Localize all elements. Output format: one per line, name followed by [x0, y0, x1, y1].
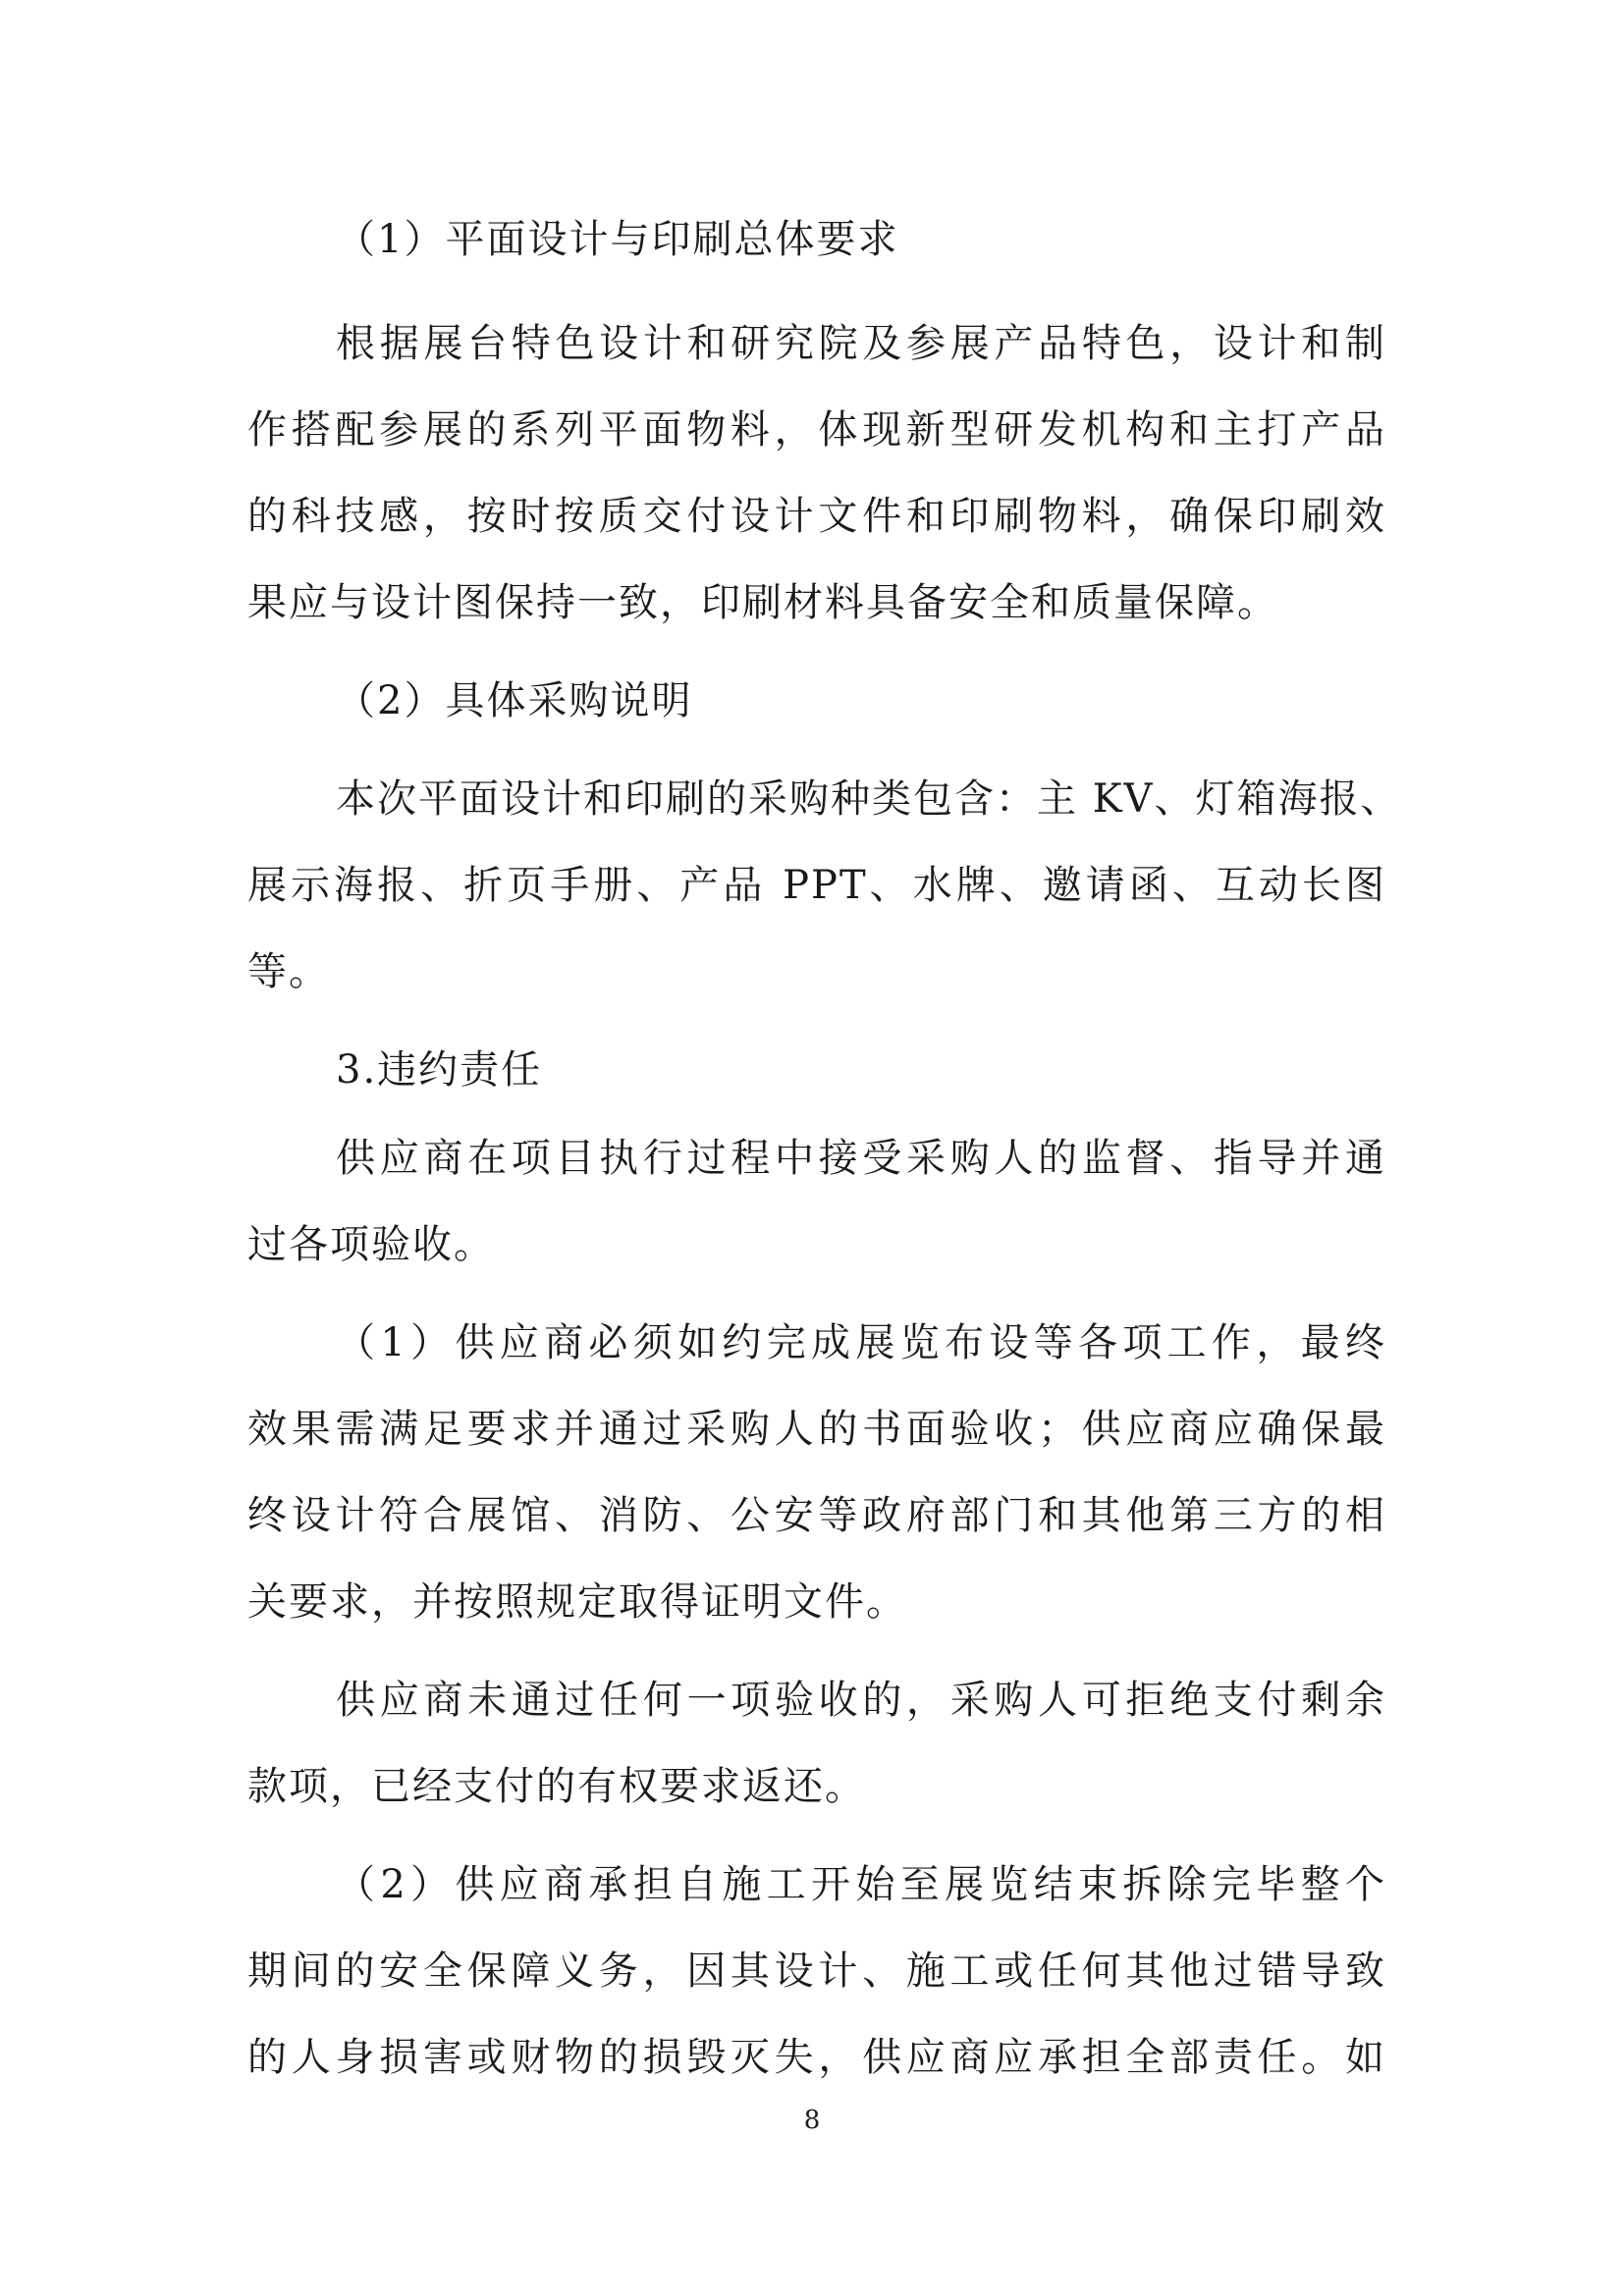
- paragraph-line: 过各项验收。: [247, 1222, 495, 1267]
- paragraph-line: 等。: [247, 949, 330, 994]
- paragraph-line: 供应商在项目执行过程中接受采购人的监督、指导并通: [336, 1136, 1386, 1181]
- paragraph-line: 效果需满足要求并通过采购人的书面验收；供应商应确保最: [247, 1407, 1386, 1452]
- paragraph-line: 展示海报、折页手册、产品 PPT、水牌、邀请函、互动长图: [247, 863, 1386, 908]
- paragraph-line: 终设计符合展馆、消防、公安等政府部门和其他第三方的相: [247, 1493, 1386, 1538]
- paragraph-line: 款项，已经支付的有权要求返还。: [247, 1764, 866, 1809]
- paragraph-line: 的科技感，按时按质交付设计文件和印刷物料，确保印刷效: [247, 494, 1386, 539]
- paragraph-line: 本次平面设计和印刷的采购种类包含：主 KV、灯箱海报、: [336, 776, 1402, 822]
- paragraph-line: 作搭配参展的系列平面物料，体现新型研发机构和主打产品: [247, 407, 1386, 453]
- paragraph-line: （1）供应商必须如约完成展览布设等各项工作，最终: [336, 1320, 1386, 1365]
- paragraph-line: 供应商未通过任何一项验收的，采购人可拒绝支付剩余: [336, 1678, 1386, 1723]
- paragraph-line: 果应与设计图保持一致，印刷材料具备安全和质量保障。: [247, 580, 1278, 625]
- paragraph-line: 关要求，并按照规定取得证明文件。: [247, 1579, 907, 1625]
- paragraph-line: （2）供应商承担自施工开始至展览结束拆除完毕整个: [336, 1862, 1386, 1907]
- paragraph-line: 的人身损害或财物的损毁灭失，供应商应承担全部责任。如: [247, 2035, 1386, 2080]
- paragraph-line: 期间的安全保障义务，因其设计、施工或任何其他过错导致: [247, 1949, 1386, 1994]
- paragraph-line: 根据展台特色设计和研究院及参展产品特色，设计和制: [336, 321, 1386, 366]
- heading-procurement-description: （2）具体采购说明: [336, 678, 693, 723]
- page-number: 8: [803, 2106, 821, 2135]
- heading-breach-liability: 3.违约责任: [336, 1047, 543, 1093]
- heading-graphic-design-requirements: （1）平面设计与印刷总体要求: [336, 217, 899, 262]
